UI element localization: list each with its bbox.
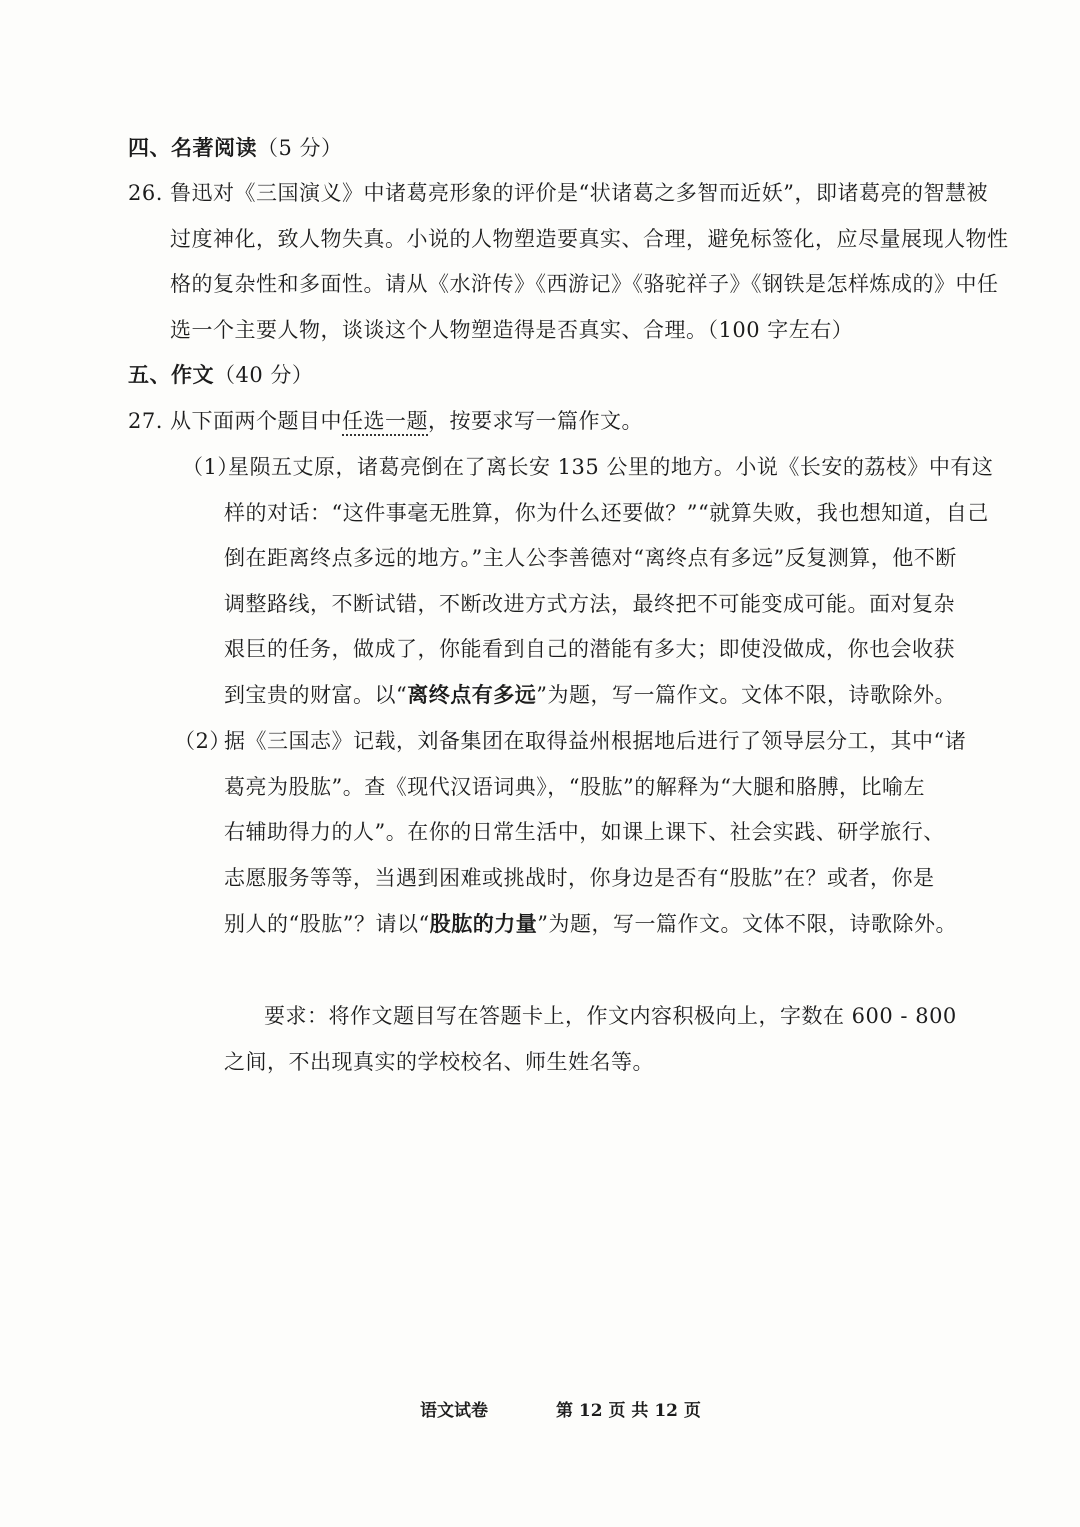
question-27-intro-a: 从下面两个题目中	[170, 409, 342, 433]
section-5-heading	[128, 360, 313, 390]
section-4-heading	[128, 133, 343, 163]
requirement-line-1: 要求：将作文题目写在答题卡上，作文内容积极向上，字数在 600 - 800	[264, 1004, 957, 1028]
question-27-intro-b: ，按要求写一篇作文。	[428, 409, 643, 433]
option-2-line-4: 志愿服务等等，当遇到困难或挑战时，你身边是否有“股肱”在？或者，你是	[224, 866, 935, 890]
question-26-line-2: 过度神化，致人物失真。小说的人物塑造要真实、合理，避免标签化，应尽量展现人物性	[170, 227, 1009, 251]
option-2-line-1: 据《三国志》记载，刘备集团在取得益州根据地后进行了领导层分工，其中“诸	[224, 729, 967, 753]
question-26-line-4: 选一个主要人物，谈谈这个人物塑造得是否真实、合理。（100 字左右）	[170, 318, 854, 342]
option-1-line-2: 样的对话：“这件事毫无胜算，你为什么还要做？”“就算失败，我也想知道，自己	[224, 501, 989, 525]
question-27-number: 27.	[128, 409, 163, 433]
question-26-number: 26.	[128, 181, 163, 205]
question-26-line-1: 鲁迅对《三国演义》中诸葛亮形象的评价是“状诸葛之多智而近妖”，即诸葛亮的智慧被	[170, 181, 988, 205]
question-26-line-3: 格的复杂性和多面性。请从《水浒传》《西游记》《骆驼祥子》《钢铁是怎样炼成的》中任	[170, 272, 999, 296]
section-5-score: （40 分）	[214, 363, 314, 387]
option-1-last-a: 到宝贵的财富。以“	[224, 683, 408, 707]
question-27-emphasis: 任选一题	[342, 409, 428, 433]
option-1-line-5: 艰巨的任务，做成了，你能看到自己的潜能有多大；即使没做成，你也会收获	[224, 637, 955, 661]
option-2-line-5	[224, 909, 957, 939]
footer-subject: 语文试卷	[420, 1401, 488, 1421]
option-1-last-b: ”为题，写一篇作文。文体不限，诗歌除外。	[536, 683, 956, 707]
section-4-score: （5 分）	[257, 136, 343, 160]
option-1-line-1: 星陨五丈原，诸葛亮倒在了离长安 135 公里的地方。小说《长安的荔枝》中有这	[228, 455, 994, 479]
option-2-line-3: 右辅助得力的人”。在你的日常生活中，如课上课下、社会实践、研学旅行、	[224, 820, 945, 844]
option-1-essay-title: 离终点有多远	[407, 683, 537, 707]
option-2-last-b: ”为题，写一篇作文。文体不限，诗歌除外。	[537, 912, 957, 936]
option-1-line-6	[224, 680, 956, 710]
section-5-title: 五、作文	[128, 363, 214, 387]
option-2-last-a: 别人的“股肱”？请以“	[224, 912, 430, 936]
option-2-line-2: 葛亮为股肱”。查《现代汉语词典》，“股肱”的解释为“大腿和胳膊，比喻左	[224, 775, 925, 799]
option-1-label: （1）	[182, 455, 239, 479]
option-1-line-4: 调整路线，不断试错，不断改进方式方法，最终把不可能变成可能。面对复杂	[224, 592, 955, 616]
option-2-label: （2）	[174, 729, 231, 753]
option-2-essay-title: 股肱的力量	[429, 912, 538, 936]
section-4-title: 四、名著阅读	[128, 136, 257, 160]
question-27-intro	[170, 406, 643, 436]
footer-page-number: 第 12 页 共 12 页	[556, 1401, 701, 1421]
option-1-line-3: 倒在距离终点多远的地方。”主人公李善德对“离终点有多远”反复测算，他不断	[224, 546, 957, 570]
requirement-line-2: 之间，不出现真实的学校校名、师生姓名等。	[224, 1050, 654, 1074]
